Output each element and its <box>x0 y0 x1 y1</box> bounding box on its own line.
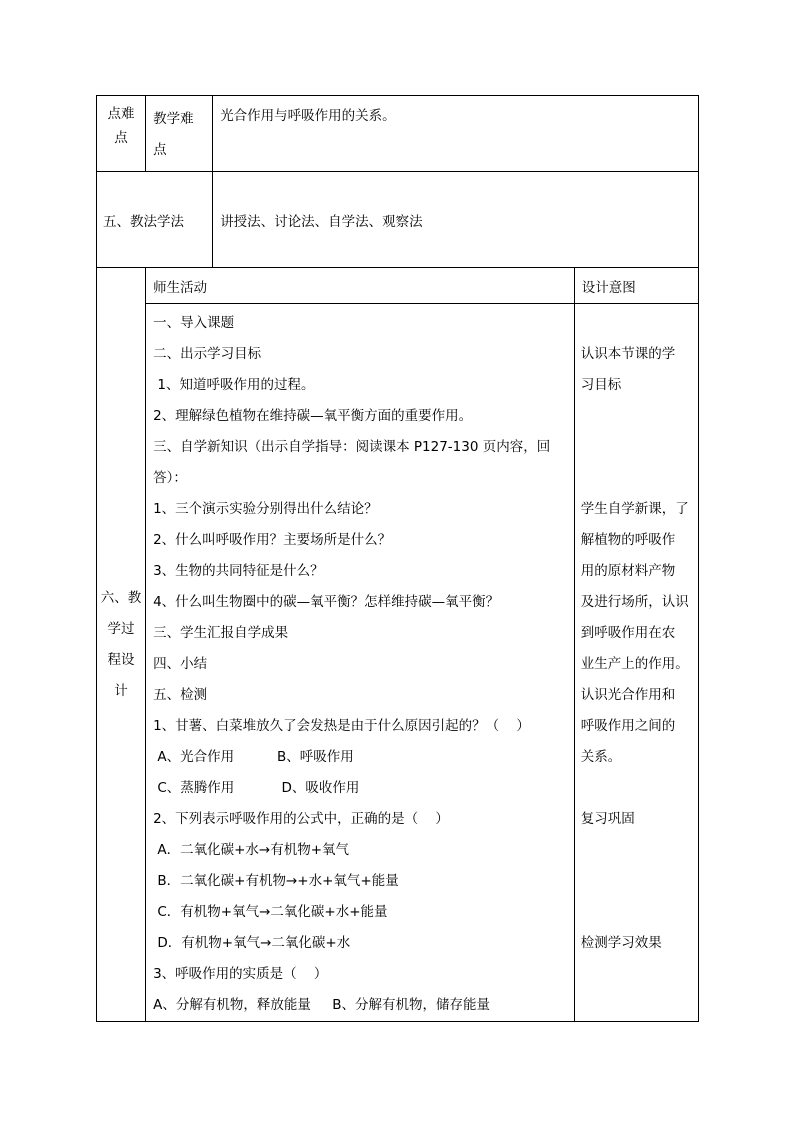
intent-line: 关系。 <box>580 749 622 765</box>
methods-content: 讲授法、讨论法、自学法、观察法 <box>213 172 699 268</box>
intent-line: 习目标 <box>580 377 622 393</box>
intent-line <box>581 835 698 866</box>
intent-line <box>581 308 698 339</box>
activity-line: C、蒸腾作用 D、吸收作用 <box>153 780 360 796</box>
activity-line: 三、自学新知识（出示自学指导：阅读课本 P127-130 页内容，回答）： <box>153 439 551 486</box>
intent-line: 到呼吸作用在农 <box>580 625 676 641</box>
difficulty-row-label: 点难 点 <box>97 96 146 172</box>
activity-line: 4、什么叫生物圈中的碳—氧平衡？怎样维持碳—氧平衡？ <box>153 594 500 610</box>
intent-line: 呼吸作用之间的 <box>580 718 676 734</box>
intent-line: 认识本节课的学 <box>580 346 676 362</box>
activity-line: 2、理解绿色植物在维持碳—氧平衡方面的重要作用。 <box>153 408 473 424</box>
activity-line: A．二氧化碳+水→有机物+氧气 <box>153 842 350 858</box>
activity-line: 一、导入课题 <box>153 315 235 331</box>
activity-header: 师生活动 <box>146 268 575 304</box>
activity-line: B．二氧化碳+有机物→+水+氧气+能量 <box>153 873 399 889</box>
activity-line: 三、学生汇报自学成果 <box>153 625 289 641</box>
intent-line: 认识光合作用和 <box>580 687 676 703</box>
intent-header: 设计意图 <box>574 268 698 304</box>
intent-line <box>581 432 698 463</box>
difficulty-sub-label: 教学难 点 <box>146 96 213 172</box>
intent-line: 学生自学新课，了 <box>580 501 689 517</box>
difficulty-row <box>97 96 699 172</box>
activity-line: 2、下列表示呼吸作用的公式中，正确的是（ ） <box>153 811 449 827</box>
intent-line <box>581 990 698 1021</box>
process-body-row <box>97 304 699 1022</box>
intent-line: 检测学习效果 <box>580 935 662 951</box>
intent-line <box>581 463 698 494</box>
activity-line: 1、甘薯、白菜堆放久了会发热是由于什么原因引起的？（ ） <box>153 718 530 734</box>
activity-line: 四、小结 <box>153 656 208 672</box>
activity-line: 2、什么叫呼吸作用？主要场所是什么？ <box>153 532 392 548</box>
intent-line <box>581 773 698 804</box>
activity-line: 1、知道呼吸作用的过程。 <box>153 377 315 393</box>
activity-line: D．有机物+氧气→二氧化碳+水 <box>153 935 351 951</box>
intent-line: 解植物的呼吸作 <box>580 532 676 548</box>
activity-line: 五、检测 <box>153 687 208 703</box>
activity-content <box>146 304 575 1022</box>
methods-row <box>97 172 699 268</box>
activity-line: 二、出示学习目标 <box>153 346 262 362</box>
activity-line: C．有机物+氧气→二氧化碳+水+能量 <box>153 904 388 920</box>
intent-line: 复习巩固 <box>580 811 635 827</box>
process-label: 六、教 学过 程设 计 <box>97 268 146 1022</box>
activity-line: 1、三个演示实验分别得出什么结论？ <box>153 501 378 517</box>
intent-content <box>574 304 698 1022</box>
intent-line <box>581 866 698 897</box>
intent-line <box>581 959 698 990</box>
activity-line: A、分解有机物，释放能量 B、分解有机物，储存能量 <box>153 997 491 1013</box>
intent-line: 业生产上的作用。 <box>580 656 689 672</box>
intent-line: 用的原材料产物 <box>580 563 676 579</box>
intent-line <box>581 401 698 432</box>
lesson-plan-table <box>96 95 699 1022</box>
intent-line <box>581 897 698 928</box>
intent-line: 及进行场所，认识 <box>580 594 689 610</box>
difficulty-content: 光合作用与呼吸作用的关系。 <box>213 96 699 172</box>
activity-line: 3、生物的共同特征是什么？ <box>153 563 324 579</box>
activity-line: 3、呼吸作用的实质是（ ） <box>153 966 328 982</box>
methods-label: 五、教法学法 <box>97 172 213 268</box>
process-header-row <box>97 268 699 304</box>
activity-line: A、光合作用 B、呼吸作用 <box>153 749 354 765</box>
